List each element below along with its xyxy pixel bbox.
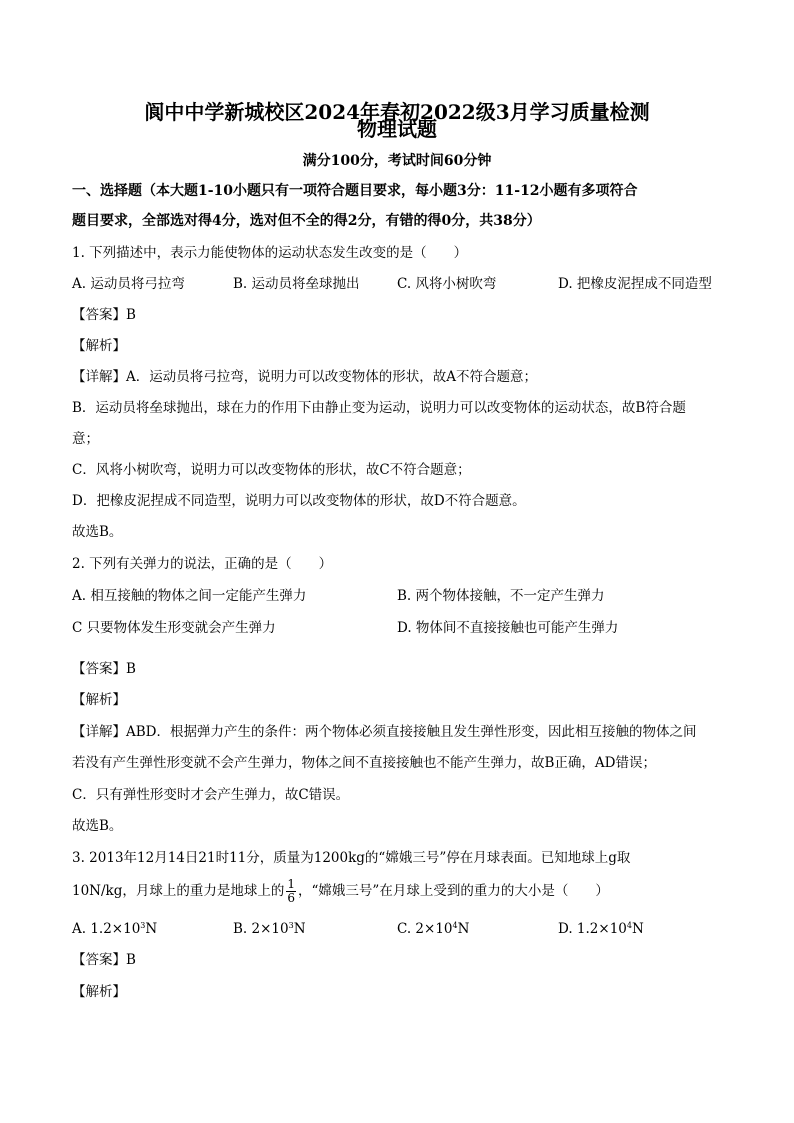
q1-option-c: C. 风将小树吹弯 — [397, 276, 497, 292]
q3-option-d-exponent: 4 — [626, 921, 632, 930]
section-heading-line1: 一、选择题（本大题1-10小题只有一项符合题目要求，每小题3分：11-12小题有多项符合 — [72, 183, 638, 199]
q3-option-d — [558, 920, 644, 938]
q2-detail-line: 若没有产生弹性形变就不会产生弹力，物体之间不直接接触也不能产生弹力，故B正确，AD错误； — [72, 755, 656, 771]
q3-option-c-exponent: 4 — [452, 921, 458, 930]
q2-option-d: D. 物体间不直接接触也可能产生弹力 — [397, 620, 619, 636]
q2-stem: 2. 下列有关弹力的说法，正确的是（ ） — [72, 556, 333, 572]
q2-detail-line: 故选B。 — [72, 818, 123, 834]
q3-option-b-exponent: 3 — [288, 921, 294, 930]
exam-subject: 物理试题 — [357, 117, 437, 141]
exam-title: 阆中中学新城校区2024年春初2022级3月学习质量检测 — [144, 100, 650, 124]
q3-fraction-numerator: 1 — [287, 877, 296, 891]
q2-option-b: B. 两个物体接触，不一定产生弹力 — [397, 588, 605, 604]
q1-detail-line: B．运动员将垒球抛出，球在力的作用下由静止变为运动，说明力可以改变物体的运动状态，故B符合题 — [72, 400, 686, 416]
q3-option-b-unit: N — [293, 921, 306, 937]
q3-option-b-base: B. 2×10 — [233, 921, 289, 937]
exam-info: 满分100分，考试时间60分钟 — [302, 153, 492, 169]
q3-analysis-label: 【解析】 — [72, 984, 126, 1000]
q3-stem-text-b: ，“嫦娥三号”在月球上受到的重力的大小是（ ） — [298, 883, 609, 899]
q3-option-a — [72, 920, 157, 938]
q3-option-a-unit: N — [145, 921, 158, 937]
q3-fraction-denominator: 6 — [287, 891, 296, 905]
q1-detail-line: C．风将小树吹弯，说明力可以改变物体的形状，故C不符合题意； — [72, 462, 471, 478]
q3-fraction — [286, 878, 296, 905]
q2-option-a: A. 相互接触的物体之间一定能产生弹力 — [72, 588, 307, 604]
q2-analysis-label: 【解析】 — [72, 692, 126, 708]
q3-answer: 【答案】B — [72, 952, 136, 968]
q1-detail-line: D．把橡皮泥捏成不同造型，说明力可以改变物体的形状，故D不符合题意。 — [72, 493, 526, 509]
q1-stem: 1. 下列描述中，表示力能使物体的运动状态发生改变的是（ ） — [72, 245, 468, 261]
q2-option-c: C 只要物体发生形变就会产生弹力 — [72, 620, 276, 636]
q3-stem-line2 — [72, 878, 732, 905]
q1-answer: 【答案】B — [72, 307, 136, 323]
q1-option-b: B. 运动员将垒球抛出 — [233, 276, 360, 292]
q3-stem-line1: 3. 2013年12月14日21时11分，质量为1200kg的“嫦娥三号”停在月球表面。已知地球上g取 — [72, 850, 631, 866]
q3-option-b — [233, 920, 306, 938]
q2-detail-line: 【详解】ABD．根据弹力产生的条件：两个物体必须直接接触且发生弹性形变，因此相互接触的物体之间 — [72, 724, 697, 740]
q3-option-c-base: C. 2×10 — [397, 921, 453, 937]
q1-analysis-label: 【解析】 — [72, 338, 126, 354]
q3-option-c — [397, 920, 469, 938]
q2-detail-line: C．只有弹性形变时才会产生弹力，故C错误。 — [72, 787, 350, 803]
q3-option-d-base: D. 1.2×10 — [558, 921, 627, 937]
q3-option-a-exponent: 3 — [140, 921, 146, 930]
q1-detail-line: 意； — [72, 431, 99, 447]
q3-stem-text-a: 10N/kg，月球上的重力是地球上的 — [72, 883, 285, 899]
q1-option-d: D. 把橡皮泥捏成不同造型 — [558, 276, 712, 292]
q2-answer: 【答案】B — [72, 661, 136, 677]
q1-detail-line: 【详解】A．运动员将弓拉弯，说明力可以改变物体的形状，故A不符合题意； — [72, 369, 537, 385]
q1-option-a: A. 运动员将弓拉弯 — [72, 276, 185, 292]
q1-detail-line: 故选B。 — [72, 524, 123, 540]
q3-option-d-unit: N — [631, 921, 644, 937]
q3-option-a-base: A. 1.2×10 — [72, 921, 141, 937]
section-heading-line2: 题目要求，全部选对得4分，选对但不全的得2分，有错的得0分，共38分） — [72, 213, 541, 229]
q3-option-c-unit: N — [457, 921, 470, 937]
